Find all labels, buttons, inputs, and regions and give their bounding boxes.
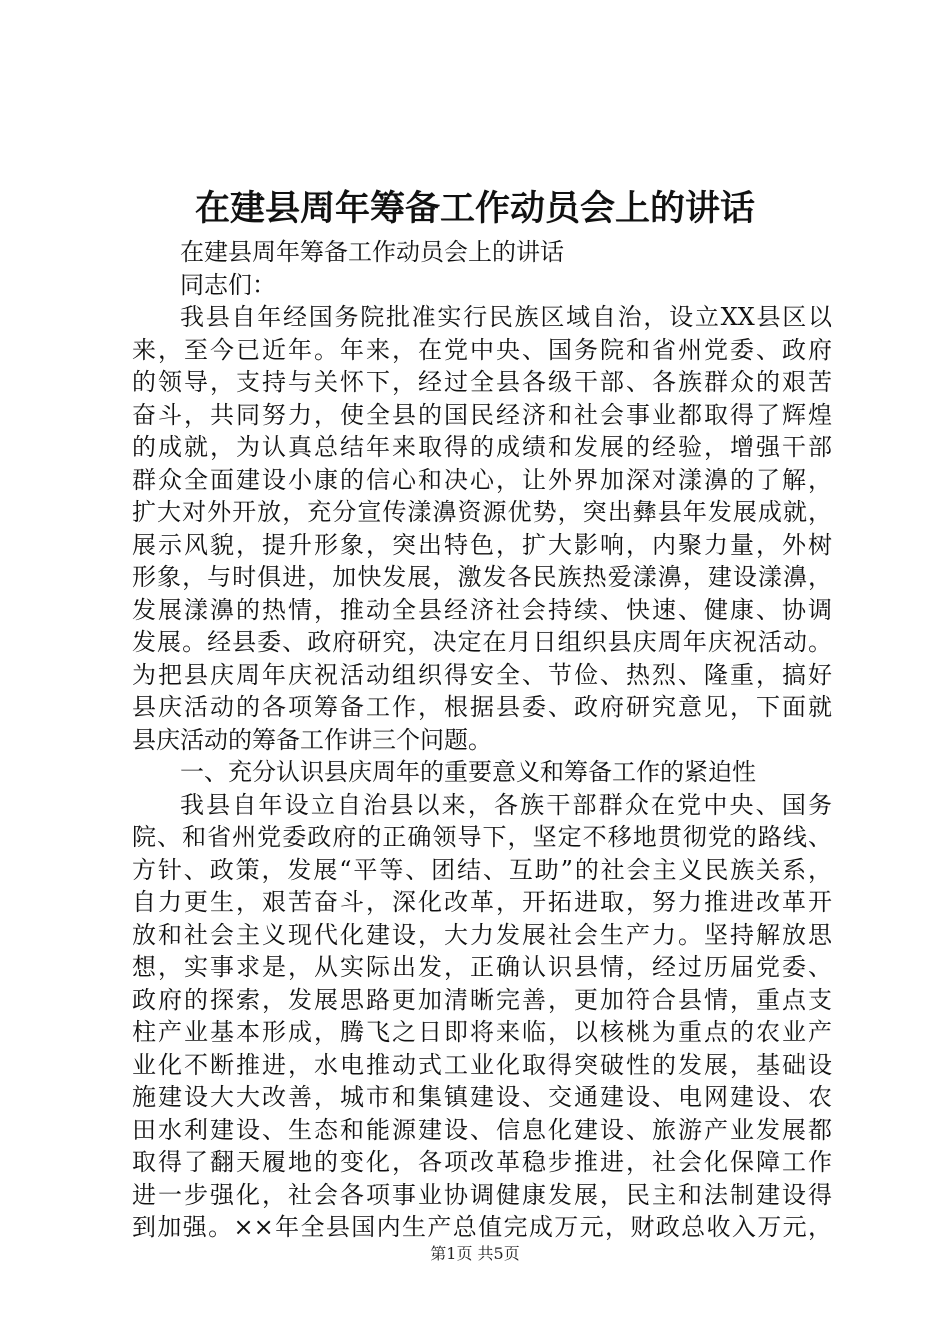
- body-line: 的成就，为认真总结年来取得的成绩和发展的经验，增强干部: [132, 433, 832, 461]
- body-line: 县庆活动的筹备工作讲三个问题。: [132, 725, 492, 754]
- body-line: 扩大对外开放，充分宣传漾濞资源优势，突出彝县年发展成就，: [132, 498, 832, 526]
- page-number-indicator: 第1页 共5页: [430, 1244, 520, 1263]
- body-line: 田水利建设、生态和能源建设、信息化建设、旅游产业发展都: [132, 1115, 832, 1144]
- body-line: 奋斗，共同努力，使全县的国民经济和社会事业都取得了辉煌: [132, 400, 832, 429]
- document-body: [132, 236, 832, 1244]
- body-line: 我县自年经国务院批准实行民族区域自治，设立XX县区以: [180, 303, 832, 331]
- body-line: 进一步强化，社会各项事业协调健康发展，民主和法制建设得: [132, 1180, 832, 1209]
- body-line: 政府的探索，发展思路更加清晰完善，更加符合县情，重点支: [132, 985, 832, 1014]
- document-title: 在建县周年筹备工作动员会上的讲话: [194, 188, 755, 229]
- body-line: 到加强。××年全县国内生产总值完成万元，财政总收入万元，: [132, 1213, 832, 1241]
- body-line: 县庆活动的各项筹备工作，根据县委、政府研究意见，下面就: [132, 693, 832, 721]
- body-line: 在建县周年筹备工作动员会上的讲话: [180, 238, 564, 266]
- body-line: 我县自年设立自治县以来，各族干部群众在党中央、国务: [180, 790, 832, 819]
- body-line: 方针、政策，发展“平等、团结、互助”的社会主义民族关系，: [132, 855, 832, 884]
- body-line: 的领导，支持与关怀下，经过全县各级干部、各族群众的艰苦: [132, 368, 832, 396]
- body-line: 柱产业基本形成，腾飞之日即将来临，以核桃为重点的农业产: [132, 1018, 832, 1046]
- body-line: 想，实事求是，从实际出发，正确认识县情，经过历届党委、: [132, 953, 832, 981]
- section-heading: 一、充分认识县庆周年的重要意义和筹备工作的紧迫性: [180, 758, 756, 786]
- body-line: 业化不断推进，水电推动式工业化取得突破性的发展，基础设: [132, 1050, 832, 1079]
- body-line: 形象，与时俱进，加快发展，激发各民族热爱漾濞，建设漾濞，: [132, 563, 832, 591]
- body-line: 放和社会主义现代化建设，大力发展社会生产力。坚持解放思: [132, 920, 832, 949]
- body-line: 发展漾濞的热情，推动全县经济社会持续、快速、健康、协调: [132, 595, 832, 624]
- body-line: 发展。经县委、政府研究，决定在月日组织县庆周年庆祝活动。: [132, 628, 832, 656]
- body-line: 群众全面建设小康的信心和决心，让外界加深对漾濞的了解，: [132, 465, 832, 494]
- body-line: 取得了翻天履地的变化，各项改革稳步推进，社会化保障工作: [132, 1148, 832, 1176]
- body-line: 来，至今已近年。年来，在党中央、国务院和省州党委、政府: [132, 335, 832, 364]
- body-line: 为把县庆周年庆祝活动组织得安全、节俭、热烈、隆重，搞好: [132, 660, 832, 689]
- body-line: 同志们：: [180, 270, 276, 299]
- body-line: 施建设大大改善，城市和集镇建设、交通建设、电网建设、农: [132, 1083, 832, 1111]
- body-line: 展示风貌，提升形象，突出特色，扩大影响，内聚力量，外树: [132, 530, 832, 559]
- body-line: 自力更生，艰苦奋斗，深化改革，开拓进取，努力推进改革开: [132, 888, 832, 916]
- body-line: 院、和省州党委政府的正确领导下，坚定不移地贯彻党的路线、: [132, 823, 832, 851]
- page-footer: [0, 1243, 950, 1265]
